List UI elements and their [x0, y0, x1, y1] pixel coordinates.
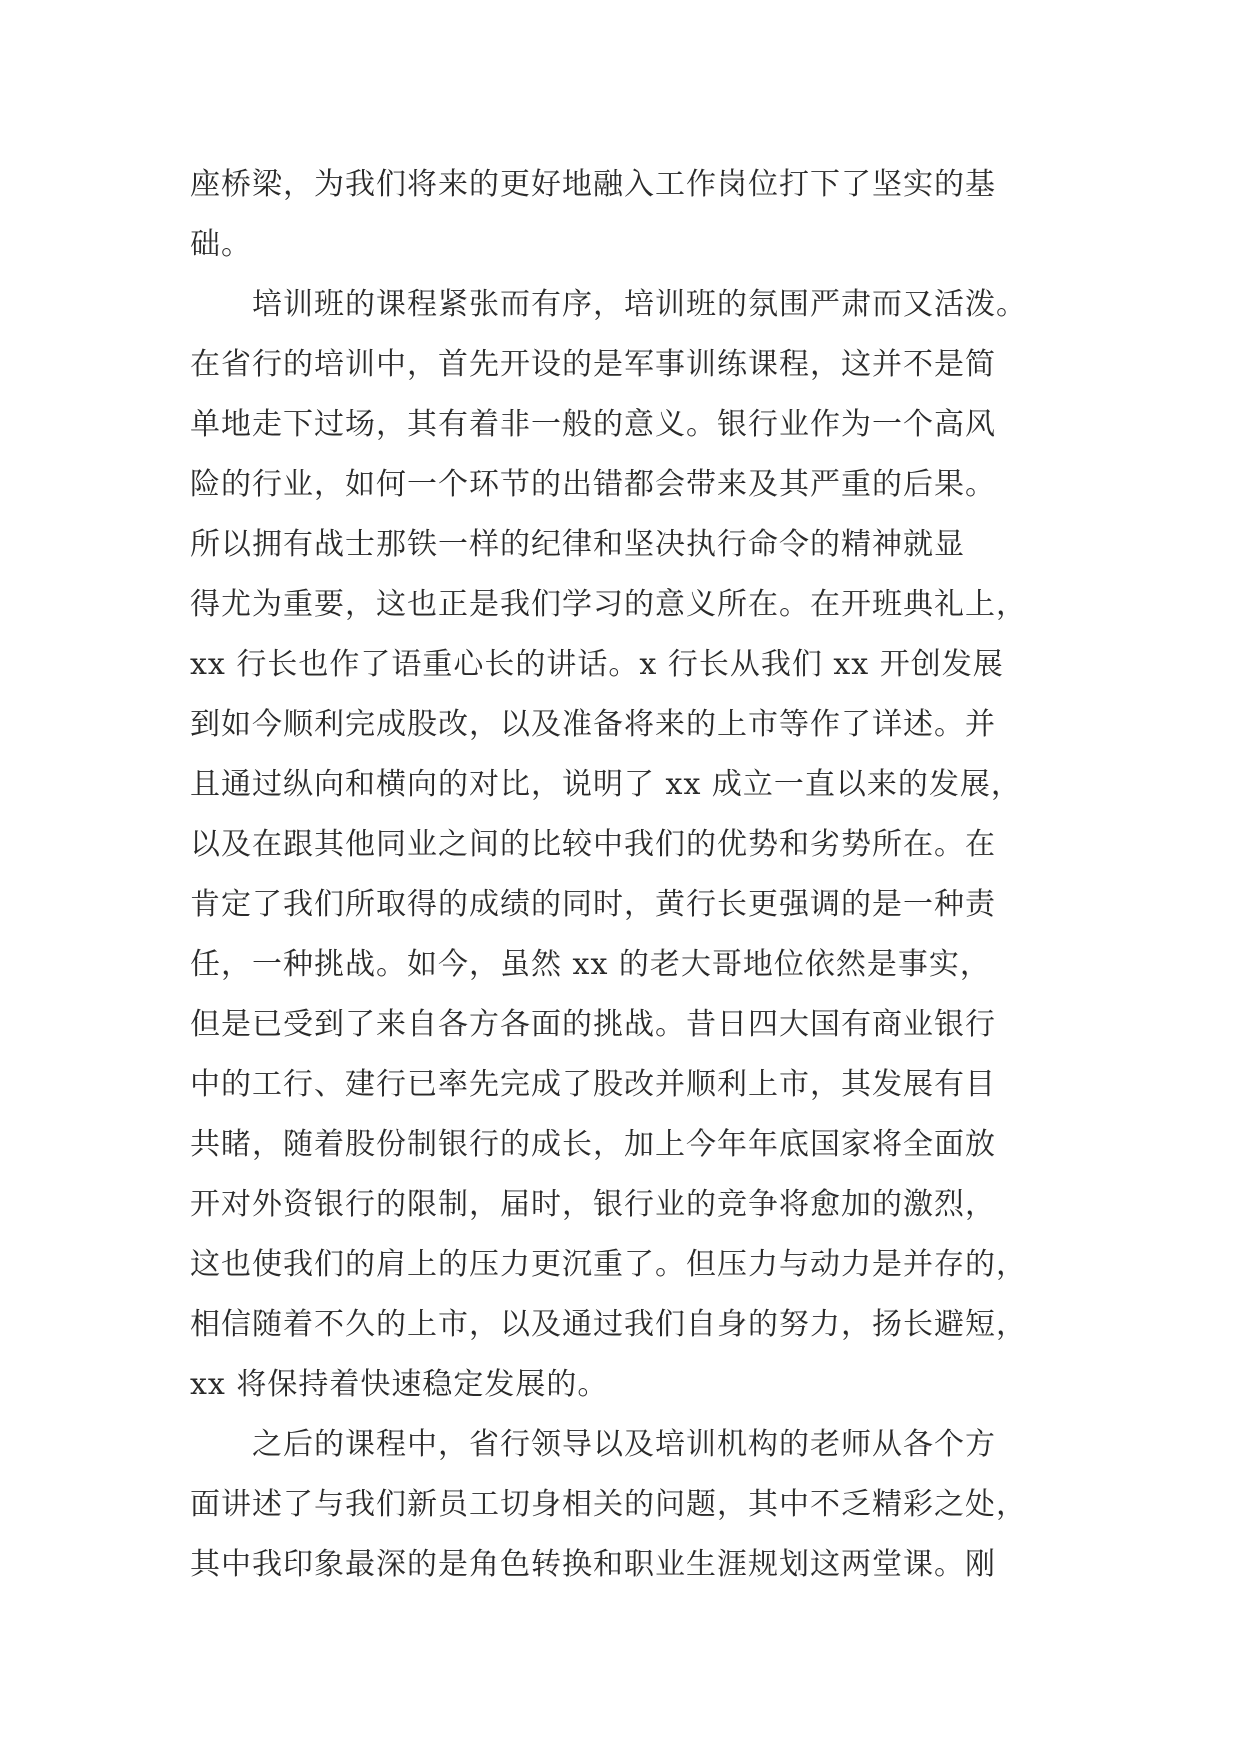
text-line: 础。 [190, 227, 252, 262]
text-line: 面讲述了与我们新员工切身相关的问题，其中不乏精彩之处， [190, 1487, 1027, 1522]
text-line: 在省行的培训中，首先开设的是军事训练课程，这并不是简 [190, 347, 996, 382]
text-line: 险的行业，如何一个环节的出错都会带来及其严重的后果。 [190, 467, 996, 502]
text-line: xx 将保持着快速稳定发展的。 [190, 1367, 609, 1402]
text-line: 中的工行、建行已率先完成了股改并顺利上市，其发展有目 [190, 1067, 996, 1102]
text-line: xx 行长也作了语重心长的讲话。x 行长从我们 xx 开创发展 [190, 647, 1004, 682]
text-line: 所以拥有战士那铁一样的纪律和坚决执行命令的精神就显 [190, 527, 965, 562]
text-line: 相信随着不久的上市，以及通过我们自身的努力，扬长避短， [190, 1307, 1027, 1342]
text-line: 座桥梁，为我们将来的更好地融入工作岗位打下了坚实的基 [190, 167, 996, 202]
text-line: 共睹，随着股份制银行的成长，加上今年年底国家将全面放 [190, 1127, 996, 1162]
text-line: 以及在跟其他同业之间的比较中我们的优势和劣势所在。在 [190, 827, 996, 862]
text-line: 得尤为重要，这也正是我们学习的意义所在。在开班典礼上， [190, 587, 1027, 622]
text-line: 这也使我们的肩上的压力更沉重了。但压力与动力是并存的， [190, 1247, 1027, 1282]
text-line: 任，一种挑战。如今，虽然 xx 的老大哥地位依然是事实， [190, 947, 991, 982]
paragraph-start-line: 之后的课程中，省行领导以及培训机构的老师从各个方 [252, 1427, 996, 1462]
text-line: 开对外资银行的限制，届时，银行业的竞争将愈加的激烈， [190, 1187, 996, 1222]
text-line: 且通过纵向和横向的对比，说明了 xx 成立一直以来的发展， [190, 767, 1022, 802]
text-line: 到如今顺利完成股改，以及准备将来的上市等作了详述。并 [190, 707, 996, 742]
paragraph-start-line: 培训班的课程紧张而有序，培训班的氛围严肃而又活泼。 [252, 287, 1027, 322]
text-line: 单地走下过场，其有着非一般的意义。银行业作为一个高风 [190, 407, 996, 442]
text-line: 其中我印象最深的是角色转换和职业生涯规划这两堂课。刚 [190, 1547, 996, 1582]
text-line: 肯定了我们所取得的成绩的同时，黄行长更强调的是一种责 [190, 887, 996, 922]
body-text [190, 155, 1070, 1595]
text-line: 但是已受到了来自各方各面的挑战。昔日四大国有商业银行 [190, 1007, 996, 1042]
